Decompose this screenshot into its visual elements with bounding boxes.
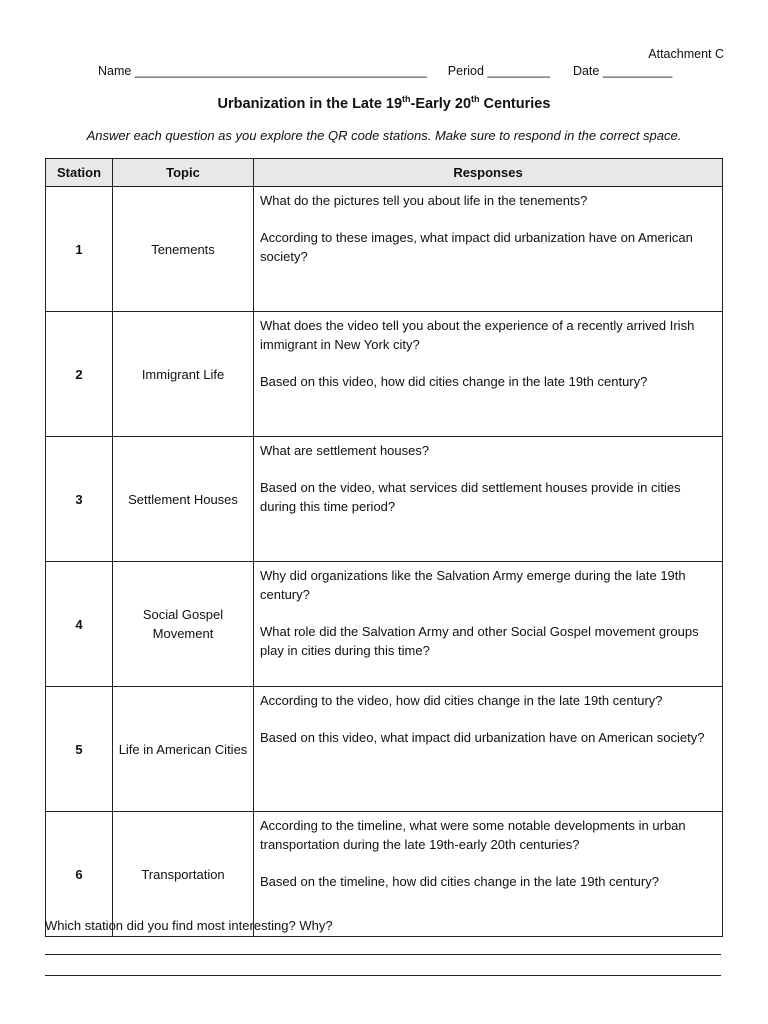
answer-line-2[interactable] bbox=[45, 975, 721, 976]
title-superscript-2: th bbox=[471, 94, 480, 104]
table-row bbox=[46, 437, 723, 562]
date-label: Date bbox=[572, 64, 600, 78]
topic-cell: Immigrant Life bbox=[113, 312, 254, 437]
date-field[interactable]: __________ bbox=[602, 64, 673, 78]
responses-cell[interactable] bbox=[254, 687, 723, 812]
attachment-label: Attachment C bbox=[648, 47, 724, 61]
question-1: According to the timeline, what were some notable developments in urban transportation during the late 19th-early 20th centuries? bbox=[260, 818, 686, 852]
responses-column-header: Responses bbox=[254, 159, 723, 187]
question-2: Based on this video, what impact did urbanization have on American society? bbox=[260, 730, 705, 745]
table-row bbox=[46, 687, 723, 812]
question-2: According to these images, what impact did urbanization have on American society? bbox=[260, 230, 693, 264]
question-1: What are settlement houses? bbox=[260, 443, 430, 458]
title-part-1: Urbanization in the Late 19 bbox=[217, 95, 403, 112]
question-2: Based on the timeline, how did cities change in the late 19th century? bbox=[260, 874, 659, 889]
page-title bbox=[0, 94, 768, 112]
station-number: 3 bbox=[46, 437, 113, 562]
instructions: Answer each question as you explore the QR code stations. Make sure to respond in the correct space. bbox=[86, 128, 682, 143]
table-row bbox=[46, 187, 723, 312]
responses-cell[interactable] bbox=[254, 562, 723, 687]
station-number: 1 bbox=[46, 187, 113, 312]
name-field[interactable]: __________________________________________ bbox=[134, 64, 427, 78]
answer-line-1[interactable] bbox=[45, 954, 721, 955]
station-number: 5 bbox=[46, 687, 113, 812]
question-2: What role did the Salvation Army and other Social Gospel movement groups play in cities during this time? bbox=[260, 624, 699, 658]
title-part-3: Centuries bbox=[479, 95, 551, 112]
question-1: What do the pictures tell you about life in the tenements? bbox=[260, 193, 588, 208]
period-field[interactable]: _________ bbox=[487, 64, 550, 78]
station-number: 6 bbox=[46, 812, 113, 937]
question-1: Why did organizations like the Salvation Army emerge during the late 19th century? bbox=[260, 568, 686, 602]
question-2: Based on the video, what services did settlement houses provide in cities during this time period? bbox=[260, 480, 681, 514]
title-part-2: -Early 20 bbox=[410, 95, 472, 112]
topic-cell: Tenements bbox=[113, 187, 254, 312]
station-number: 4 bbox=[46, 562, 113, 687]
question-1: According to the video, how did cities change in the late 19th century? bbox=[260, 693, 663, 708]
topic-column-header: Topic bbox=[113, 159, 254, 187]
station-column-header: Station bbox=[46, 159, 113, 187]
topic-cell: Settlement Houses bbox=[113, 437, 254, 562]
question-1: What does the video tell you about the experience of a recently arrived Irish immigrant in New York city? bbox=[260, 318, 695, 352]
responses-cell[interactable] bbox=[254, 312, 723, 437]
table-header-row bbox=[46, 159, 723, 187]
title-superscript-1: th bbox=[402, 94, 411, 104]
student-info-line bbox=[98, 64, 672, 78]
name-label: Name bbox=[98, 64, 132, 78]
responses-cell[interactable] bbox=[254, 187, 723, 312]
topic-cell: Life in American Cities bbox=[113, 687, 254, 812]
reflection-question: Which station did you find most interesting? Why? bbox=[45, 918, 333, 933]
table-row bbox=[46, 562, 723, 687]
table-row bbox=[46, 312, 723, 437]
period-label: Period bbox=[447, 64, 484, 78]
stations-table bbox=[45, 158, 723, 937]
responses-cell[interactable] bbox=[254, 437, 723, 562]
topic-cell: Transportation bbox=[113, 812, 254, 937]
station-number: 2 bbox=[46, 312, 113, 437]
question-2: Based on this video, how did cities change in the late 19th century? bbox=[260, 374, 648, 389]
topic-cell: Social Gospel Movement bbox=[113, 562, 254, 687]
